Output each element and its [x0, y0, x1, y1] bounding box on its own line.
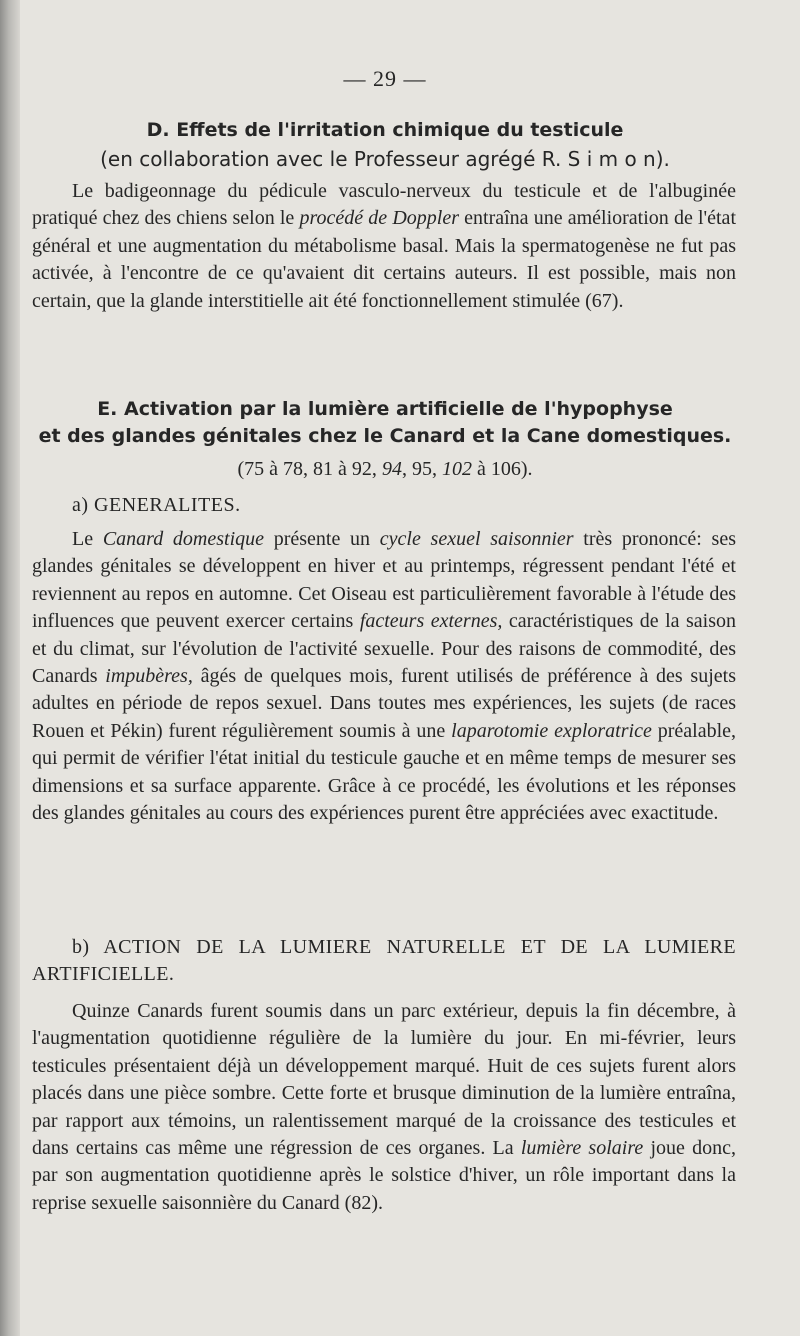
text-run: préalable, qui permit de vérifier l'état initial du testicule gauche et en même temps de mesurer ses dimensions et sa surface apparente. Grâce à ce procédé, les évolutions et les réponses des glandes génitales au cours des expériences purent être appréciées avec exactitude. — [32, 719, 737, 825]
refs-run: , 95, — [401, 458, 442, 480]
italic-run: impubères, — [105, 665, 193, 688]
refs-run: à 106). — [471, 458, 533, 480]
text-run: très prononcé: ses glandes génitales se développent en hiver et au printemps, régressent pendant l'été et reviennent au repos en automne. Cet Oiseau est particulièrement favorable à l'étude des influences que peuvent exercer certains — [32, 528, 736, 633]
text-run: caractéristiques de la saison et du climat, sur l'évolution de l'activité sexuelle. Pour des raisons de commodité, des Canards — [32, 610, 736, 688]
text-run: Le badigeonnage du pédicule vasculo-nerveux du testicule et de l'albuginée pratiqué chez des chiens selon le — [32, 180, 736, 230]
refs-italic: 102 — [441, 458, 472, 480]
text-run: Quinze Canards furent soumis dans un parc extérieur, depuis la fin décembre, à l'augmentation quotidienne régulière de la lumière du jour. En mi-février, leurs testicules présentaient déjà un développement marqué. Huit de ces sujets furent alors placés dans une pièce sombre. Cette forte et brusque diminution de la lumière entraîna, par rapport aux témoins, un ralentissement marqué de la croissance des testicules et dans certains cas même une régression de ces organes. La — [32, 1000, 736, 1160]
section-e-references — [32, 458, 738, 481]
subsection-b-paragraph — [32, 998, 736, 1217]
section-e-heading-line1: E. Activation par la lumière artificielle de l'hypophyse — [97, 398, 673, 420]
refs-run: (75 à 78, 81 à 92, — [237, 458, 382, 480]
book-spine-shadow — [0, 0, 20, 1336]
subsection-b-title — [32, 934, 736, 989]
italic-run: lumière solaire — [520, 1137, 644, 1160]
text-run: Le — [72, 528, 103, 550]
section-d-heading: D. Effets de l'irritation chimique du testicule — [146, 119, 624, 141]
italic-run: cycle sexuel saisonnier — [379, 528, 574, 550]
text-run: entraîna une amélioration de l'état général et une augmentation du métabolisme basal. Mais la spermatogenèse ne fut pas activée, à l'encontre de ce qu'avaient dit certains auteurs. Il est possible, mais non certain, que la glande interstitielle ait été fonctionnellement stimulée (67). — [32, 207, 736, 312]
text-run: âgés de quelques mois, furent utilisés de préférence à des sujets adultes en période de repos sexuel. Dans toutes mes expériences, les sujets (de races Rouen et Pékin) furent régulièrement soumis à une — [32, 665, 736, 742]
section-e-heading-line2: et des glandes génitales chez le Canard et la Cane domestiques. — [38, 425, 732, 447]
section-d-paragraph — [32, 178, 736, 315]
text-run: présente un — [264, 528, 380, 550]
refs-italic: 94 — [381, 458, 402, 480]
italic-run: facteurs externes, — [359, 610, 503, 633]
subsection-a-title: a) GENERALITES. — [72, 494, 241, 516]
text-run: joue donc, par son augmentation quotidienne après le solstice d'hiver, un rôle important dans la reprise sexuelle saisonnière du Canard (82). — [32, 1137, 736, 1214]
section-d-subheading: (en collaboration avec le Professeur agrégé R. S i m o n). — [100, 147, 670, 171]
text-run: b) ACTION DE LA LUMIERE NATURELLE ET DE LA LUMIERE ARTIFICIELLE. — [32, 936, 736, 986]
subsection-a-paragraph — [32, 526, 736, 827]
italic-run: procédé de Doppler — [299, 207, 459, 230]
document-page — [32, 0, 738, 1336]
italic-run: laparotomie exploratrice — [451, 719, 652, 742]
italic-run: Canard domestique — [102, 528, 264, 550]
page-number: — 29 — — [343, 66, 427, 91]
